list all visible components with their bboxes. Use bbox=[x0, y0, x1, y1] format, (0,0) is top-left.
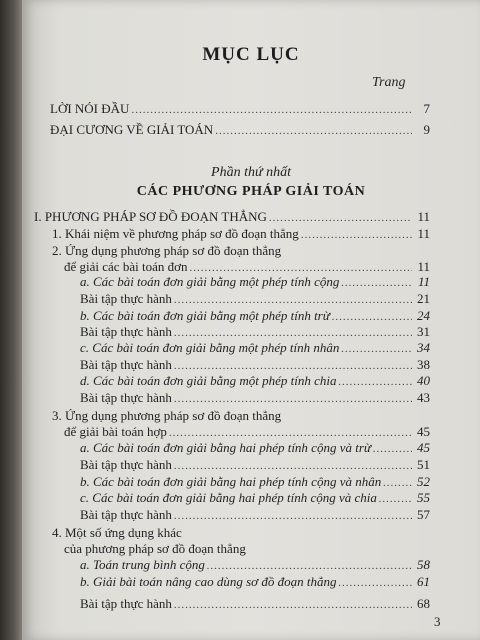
toc-item-3-line2: để giải bài toán hợp ..... 45 bbox=[64, 424, 430, 440]
toc-entry-2d-exercise: Bài tập thực hành ..... 43 bbox=[80, 390, 430, 406]
toc-item-3-line1: 3. Ứng dụng phương pháp sơ đồ đoạn thẳng bbox=[52, 408, 282, 423]
page-column-label: Trang bbox=[372, 75, 406, 90]
document-page bbox=[22, 0, 480, 640]
toc-item-4-line2: của phương pháp sơ đồ đoạn thẳng bbox=[64, 541, 246, 556]
toc-item-2-line1: 2. Ứng dụng phương pháp sơ đồ đoạn thẳng bbox=[52, 243, 282, 258]
toc-item-1: 1. Khái niệm về phương pháp sơ đồ đoạn thẳng ..... 11 bbox=[52, 226, 430, 242]
toc-item-4-line1: 4. Một số ứng dụng khác bbox=[52, 525, 182, 540]
part-title: CÁC PHƯƠNG PHÁP GIẢI TOÁN bbox=[136, 184, 366, 199]
page-title: MỤC LỤC bbox=[202, 44, 300, 65]
toc-entry-4-exercise: Bài tập thực hành ..... 68 bbox=[80, 596, 430, 612]
toc-entry-2a-exercise: Bài tập thực hành ..... 21 bbox=[80, 291, 430, 307]
toc-entry-3a: a. Các bài toán đơn giải bằng hai phép tính cộng và trừ ..... 45 bbox=[80, 440, 430, 456]
toc-entry-2c-exercise: Bài tập thực hành ..... 38 bbox=[80, 357, 430, 373]
toc-entry-2b-exercise: Bài tập thực hành ..... 31 bbox=[80, 324, 430, 340]
toc-section-1: I. PHƯƠNG PHÁP SƠ ĐỒ ĐOẠN THẲNG ..... 11 bbox=[34, 209, 430, 225]
toc-entry-4b: b. Giải bài toán nâng cao dùng sơ đồ đoạn thẳng ..... 61 bbox=[80, 574, 430, 590]
toc-entry-2c: c. Các bài toán đơn giải bằng một phép tính nhân ..... 34 bbox=[80, 340, 430, 356]
toc-entry-3c-exercise: Bài tập thực hành ..... 57 bbox=[80, 507, 430, 523]
toc-entry-2a: a. Các bài toán đơn giải bằng một phép tính cộng ..... 11 bbox=[80, 274, 430, 290]
toc-entry-4a: a. Toán trung bình cộng ..... 58 bbox=[80, 557, 430, 573]
toc-entry-3b: b. Các bài toán đơn giải bằng hai phép tính cộng và nhân ..... 52 bbox=[80, 474, 430, 490]
toc-entry-preface: LỜI NÓI ĐẦU ..... 7 bbox=[50, 101, 430, 117]
toc-item-2-line2: để giải các bài toán đơn ..... 11 bbox=[64, 259, 430, 275]
toc-entry-2b: b. Các bài toán đơn giải bằng một phép tính trừ ..... 24 bbox=[80, 308, 430, 324]
page-number: 3 bbox=[434, 614, 441, 629]
toc-entry-2d: d. Các bài toán đơn giải bằng một phép tính chia ..... 40 bbox=[80, 373, 430, 389]
part-heading: Phần thứ nhất bbox=[211, 165, 291, 180]
toc-entry-3c: c. Các bài toán đơn giải bằng hai phép tính cộng và chia ..... 55 bbox=[80, 490, 430, 506]
adjacent-book-edge bbox=[0, 0, 24, 640]
toc-entry-intro: ĐẠI CƯƠNG VỀ GIẢI TOÁN ..... 9 bbox=[50, 122, 430, 138]
toc-entry-3a-exercise: Bài tập thực hành ..... 51 bbox=[80, 457, 430, 473]
